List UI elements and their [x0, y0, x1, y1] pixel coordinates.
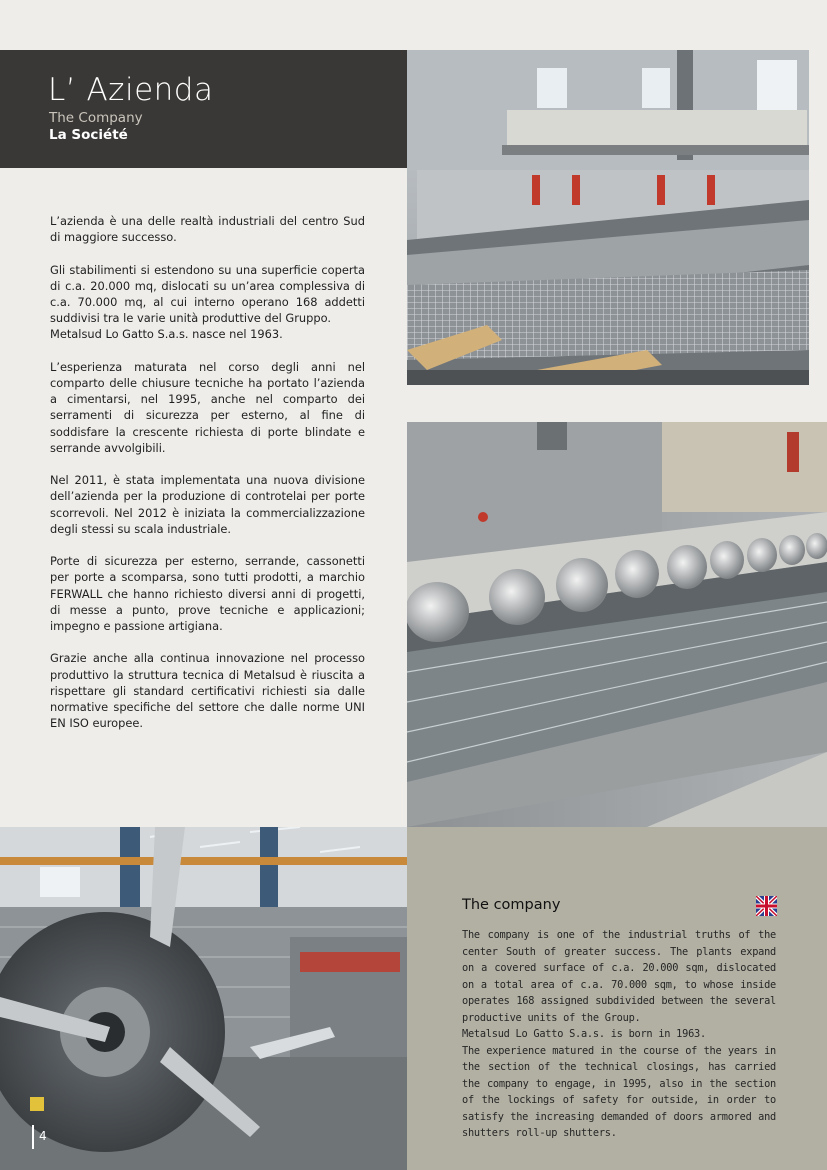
- roll-forming-line-photo: [407, 422, 827, 827]
- paragraph: Grazie anche alla continua innovazione nel processo produttivo la struttura tecnica di Metalsud è riuscita a rispettare gli standard certificativi richiesti sia dalle normative specifiche del settore che dalle norme UNI EN ISO europee.: [50, 651, 365, 731]
- mesh-machine-photo: [407, 50, 809, 385]
- paragraph-group: [50, 262, 365, 343]
- paragraph: The experience matured in the course of the years in the section of the technical closings, has carried the company to engage, in 1995, also in the section of the lockings of safety for outside, in order to satisfy the increasing demanded of doors armored and shutters roll-up shutters.: [462, 1044, 776, 1139]
- paragraph: L’esperienza maturata nel corso degli anni nel comparto delle chiusure tecniche ha portato l’azienda a cimentarsi, nel 1995, anche nel comparto dei serramenti di sicurezza per esterno, al fine di soddisfare la crescente richiesta di porte blindate e serrande avvolgibili.: [50, 359, 365, 455]
- paragraph: Metalsud Lo Gatto S.a.s. is born in 1963.: [462, 1028, 706, 1040]
- italian-body-text: [50, 213, 365, 731]
- english-body-text: [462, 927, 776, 1142]
- paragraph: Gli stabilimenti si estendono su una superficie coperta di c.a. 20.000 mq, dislocati su un’area complessiva di c.a. 70.000 mq, al cui interno operano 168 addetti suddivisi tra le varie unità produttive del Gruppo.: [50, 262, 365, 326]
- paragraph: Metalsud Lo Gatto S.a.s. nasce nel 1963.: [50, 327, 283, 342]
- steel-coil-photo: [0, 827, 407, 1170]
- subtitle-french: La Société: [49, 127, 128, 143]
- subtitle-english: The Company: [49, 110, 143, 126]
- paragraph: Porte di sicurezza per esterno, serrande, cassonetti per porte a scomparsa, sono tutti prodotti, a marchio FERWALL che hanno richiesto diversi anni di progetti, di messe a punto, prove tecniche e applicazioni; impegno e passione artigiana.: [50, 554, 365, 634]
- page-title: L’ Azienda: [48, 72, 214, 108]
- paragraph: L’azienda è una delle realtà industriali del centro Sud di maggiore successo.: [50, 214, 365, 245]
- paragraph: The company is one of the industrial truths of the center South of greater success. The plants expand on a covered surface of c.a. 20.000 sqm, dislocated on a total area of c.a. 70.000 sqm, to whose inside operates 168 assigned subdivided between the several productive units of the Group.: [462, 929, 776, 1024]
- header-box: [0, 50, 407, 168]
- english-summary-box: [407, 827, 827, 1170]
- uk-flag-icon: [756, 896, 777, 916]
- english-title: The company: [462, 897, 561, 913]
- page-number: 4: [32, 1125, 50, 1149]
- paragraph: Nel 2011, è stata implementata una nuova divisione dell’azienda per la produzione di controtelai per porte scorrevoli. Nel 2012 è iniziata la commercializzazione degli stessi su scala industriale.: [50, 473, 365, 536]
